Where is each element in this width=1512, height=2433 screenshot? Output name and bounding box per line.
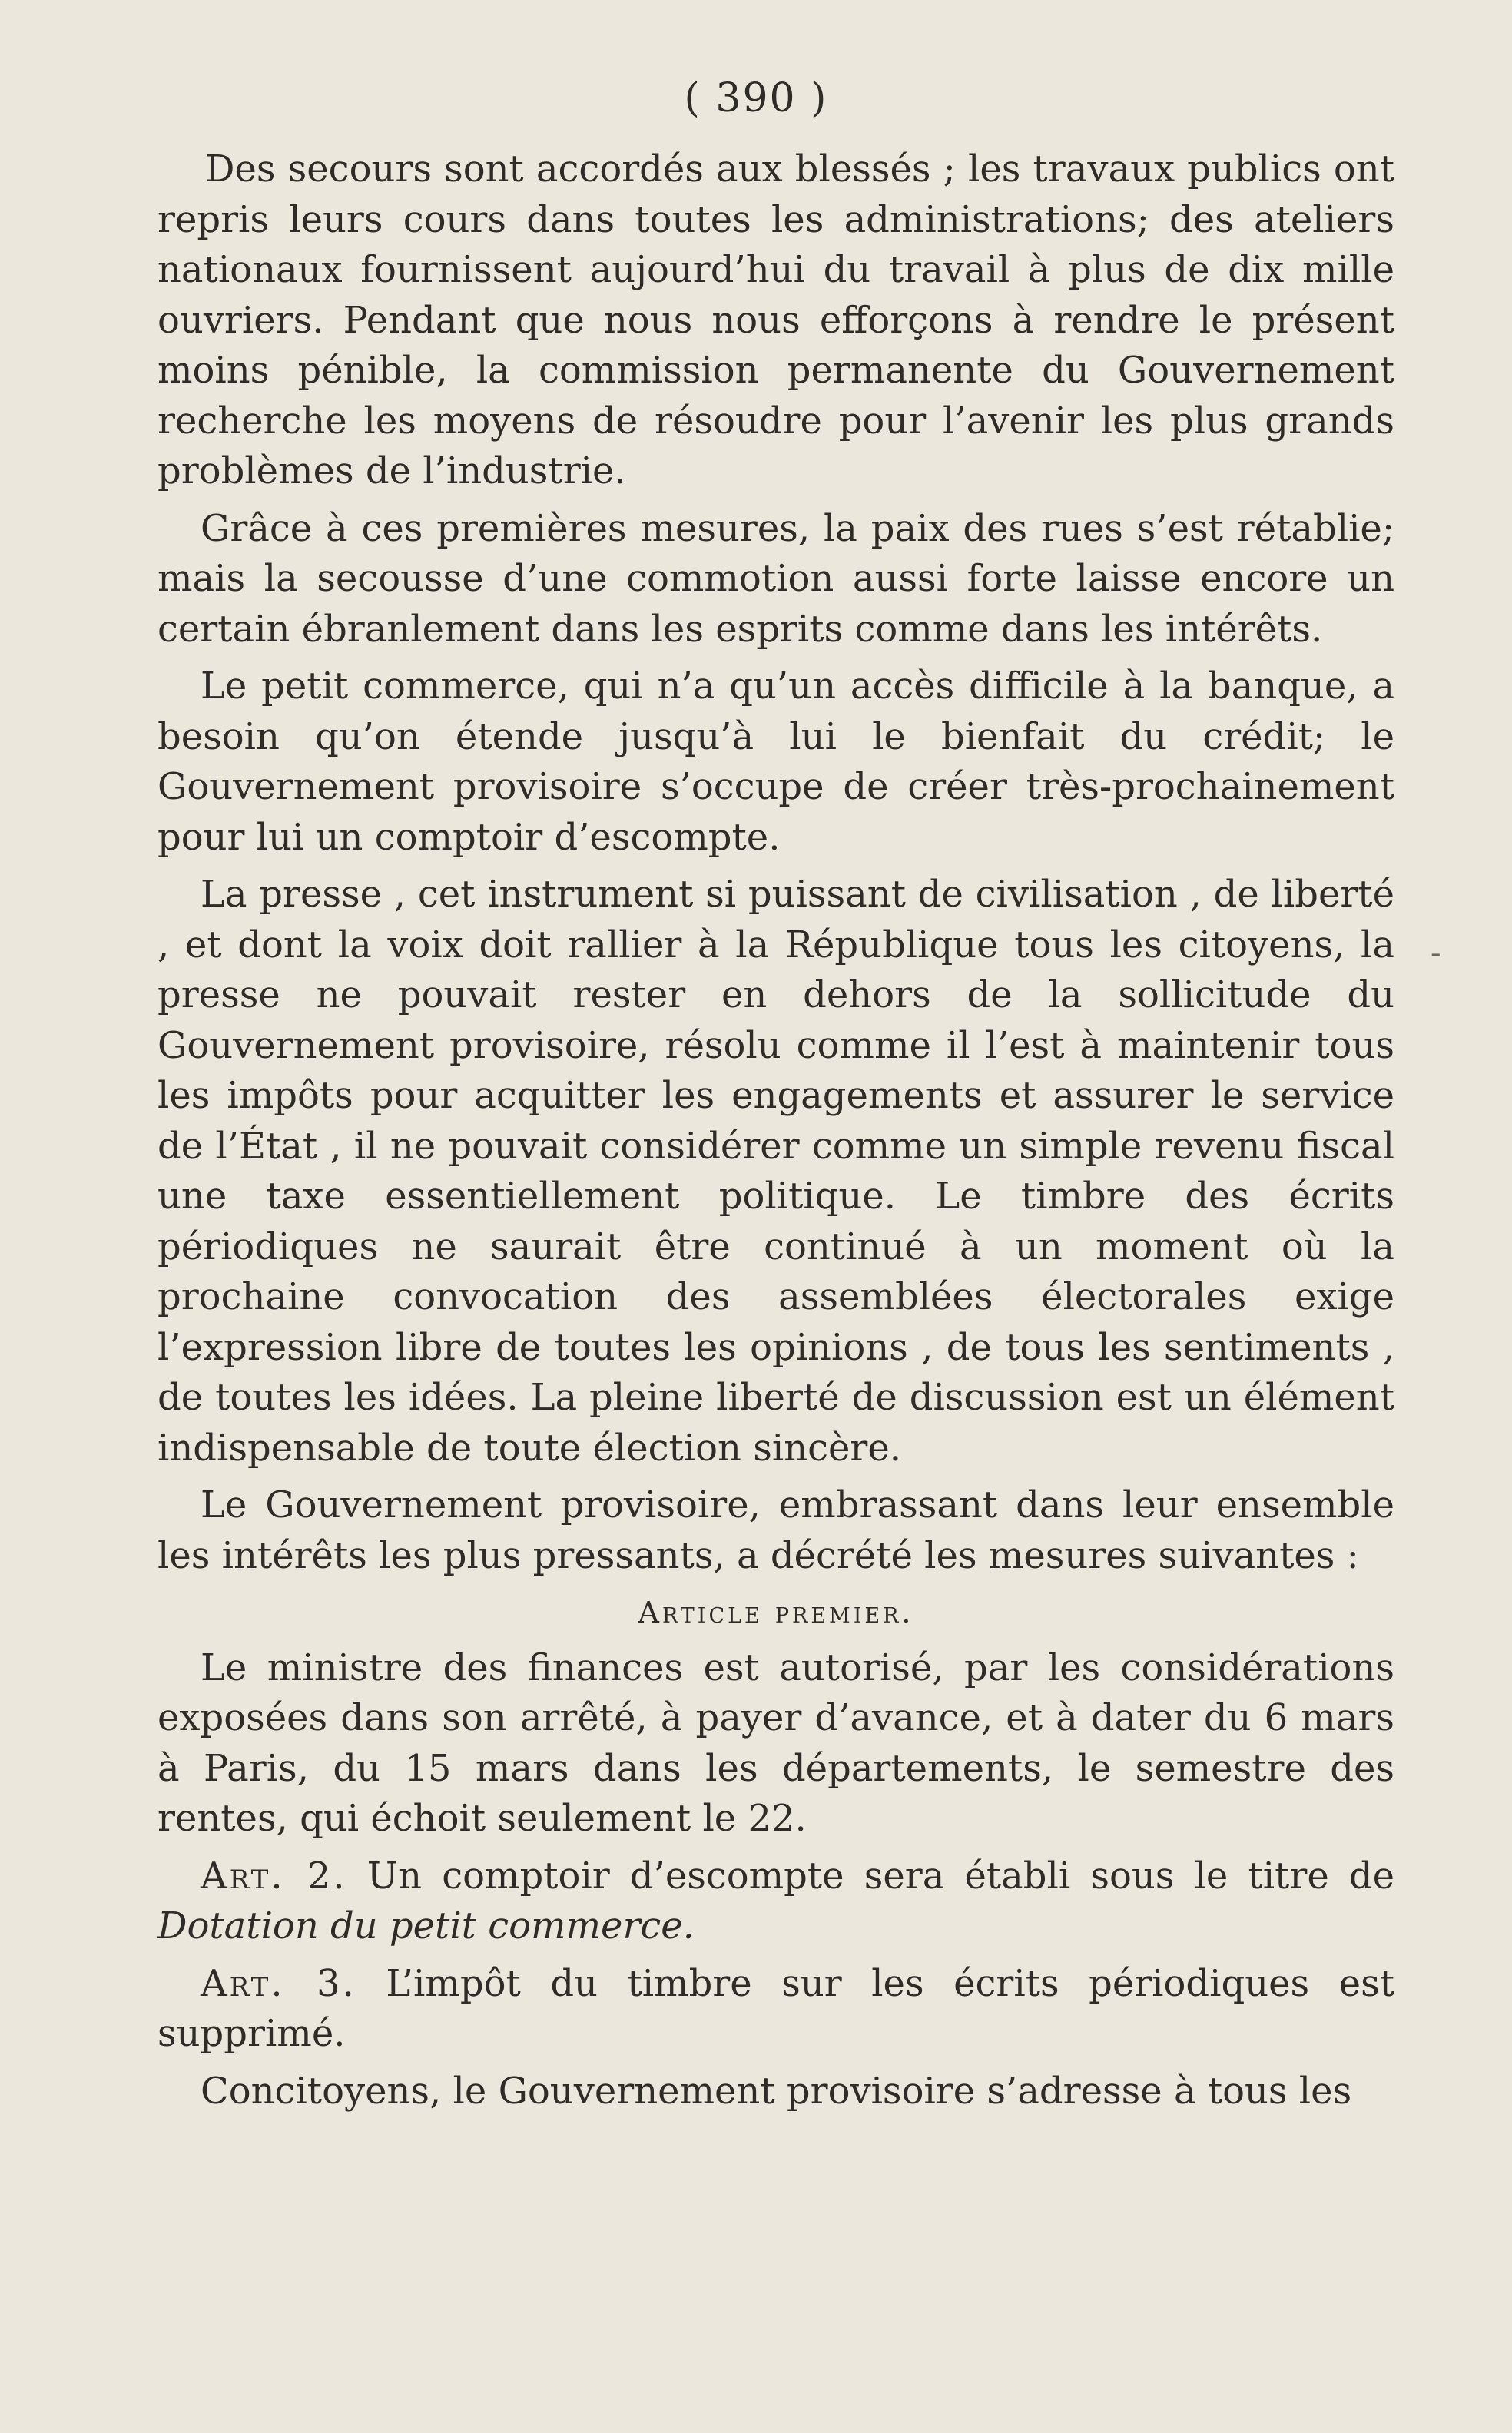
margin-mark: - xyxy=(1431,936,1441,971)
article-3-label: Art. 3. xyxy=(201,1961,356,2005)
article-2 xyxy=(158,1851,1394,1952)
paragraph-relief-measures: Des secours sont accordés aux blessés ; les travaux publics ont repris leurs cours dans toutes les administrations; des ateliers nationaux fournissent aujourd’hui du travail à plus de dix mille ouvriers. Pendant que nous nous efforçons à rendre le présent moins pénible, la commission permanente du Gouvernement recherche les moyens de résoudre pour l’avenir les plus grands problèmes de l’industrie. xyxy=(158,148,1394,492)
article-3 xyxy=(158,1959,1394,2060)
paragraph-small-commerce: Le petit commerce, qui n’a qu’un accès difficile à la banque, a besoin qu’on étende jusqu’à lui le bienfait du crédit; le Gouvernement provisoire s’occupe de créer très-prochainement pour lui un comptoir d’escompte. xyxy=(158,665,1394,859)
body-text xyxy=(158,144,1394,2123)
article-heading: Article premier. xyxy=(638,1596,914,1629)
paragraph-closing: Concitoyens, le Gouvernement provisoire s’adresse à tous les xyxy=(201,2069,1352,2113)
paragraph-press: La presse , cet instrument si puissant de civilisation , de liberté , et dont la voix doit rallier à la République tous les citoyens, la presse ne pouvait rester en dehors de la sollicitude du Gouvernement provisoire, résolu comme il l’est à maintenir tous les impôts pour acquitter les engagements et assurer le service de l’État , il ne pouvait considérer comme un simple revenu fiscal une taxe essentiellement politique. Le timbre des écrits périodiques ne saurait être continué à un moment où la prochaine convocation des assemblées électorales exige l’expression libre de toutes les opinions , de tous les sentiments , de toutes les idées. La pleine liberté de discussion est un élément indispensable de toute élection sincère. xyxy=(158,873,1394,1470)
article-2-title: Dotation du petit commerce. xyxy=(158,1904,695,1947)
article-3-text: L’impôt du timbre sur les écrits périodiques est supprimé. xyxy=(158,1961,1395,2055)
article-1-text: Le ministre des finances est autorisé, par les considérations exposées dans son arrêté, à payer d’avance, et à dater du 6 mars à Paris, du 15 mars dans les départements, le semestre des rentes, qui échoit seulement le 22. xyxy=(158,1646,1394,1840)
paragraph-peace-restored: Grâce à ces premières mesures, la paix des rues s’est rétablie; mais la secousse d’une commotion aussi forte laisse encore un certain ébranlement dans les esprits comme dans les intérêts. xyxy=(158,506,1394,651)
page-number: ( 390 ) xyxy=(684,75,828,121)
paragraph-decree-intro: Le Gouvernement provisoire, embrassant dans leur ensemble les intérêts les plus pressants, a décrété les mesures suivantes : xyxy=(158,1483,1394,1577)
article-2-label: Art. 2. xyxy=(201,1854,347,1898)
article-2-text: Un comptoir d’escompte sera établi sous le titre de xyxy=(366,1854,1394,1898)
